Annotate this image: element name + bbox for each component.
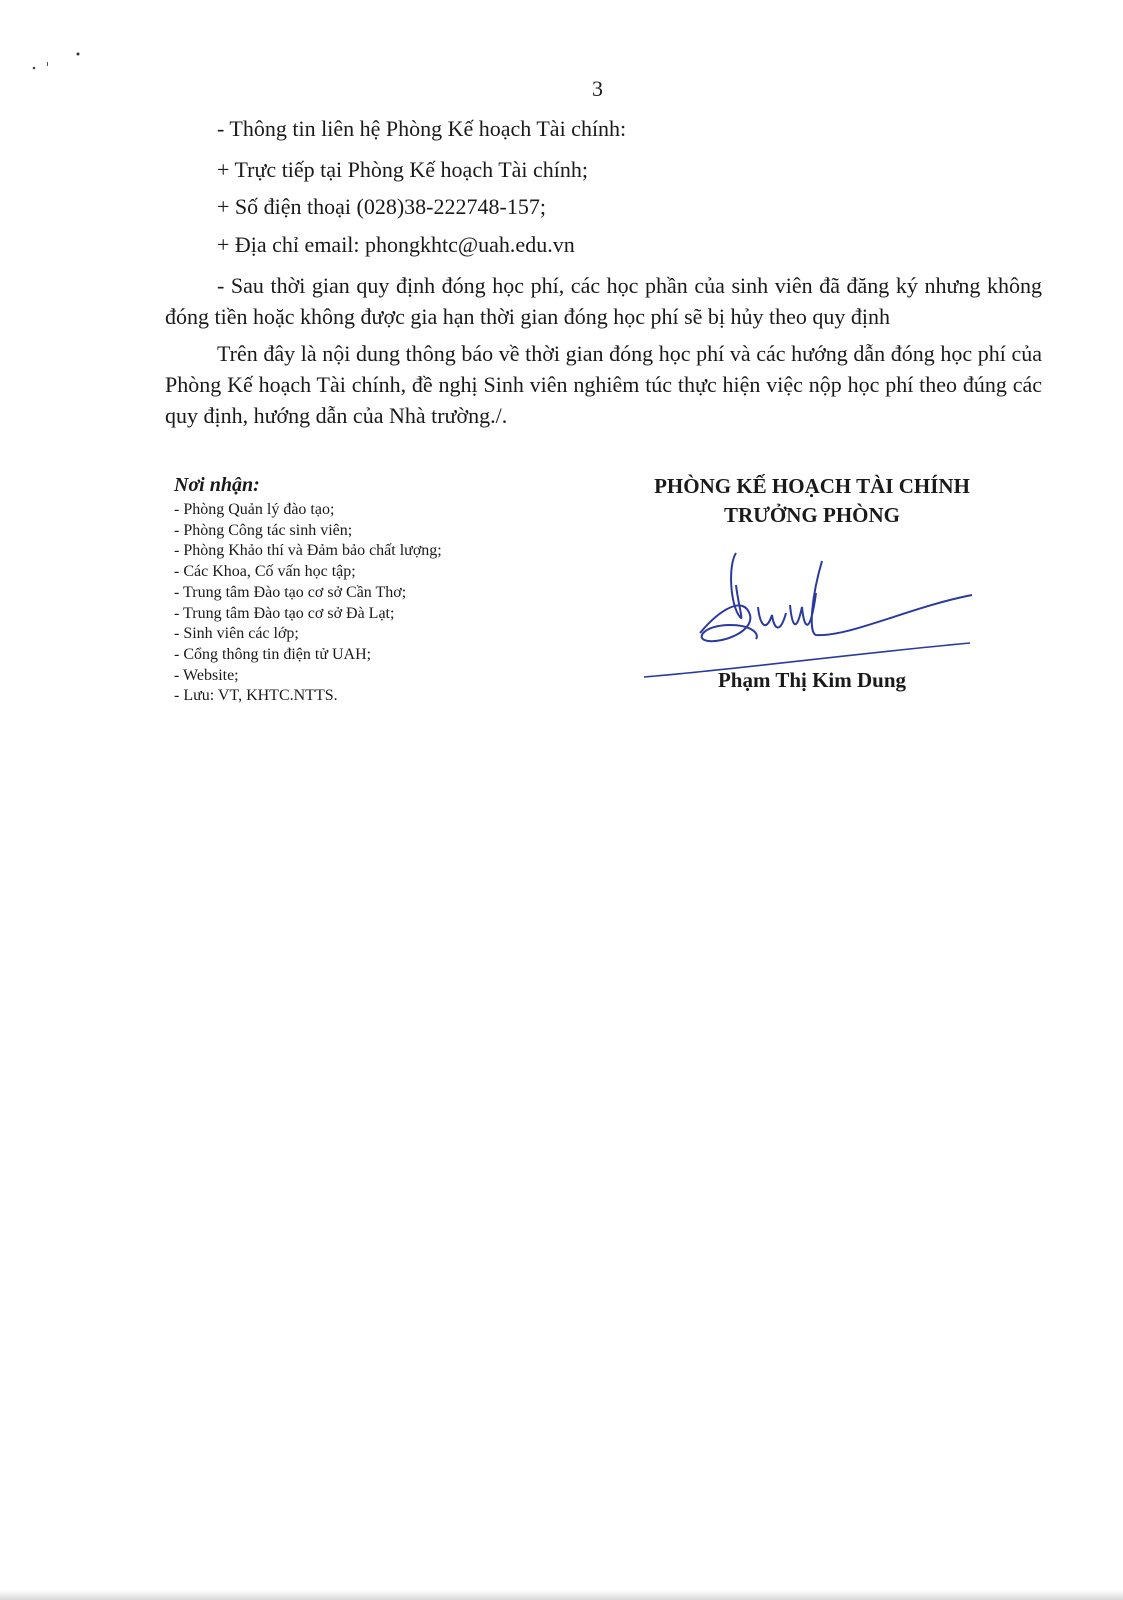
recipient-item: - Cổng thông tin điện tử UAH; <box>174 645 372 663</box>
signing-organization: PHÒNG KẾ HOẠCH TÀI CHÍNH <box>654 474 970 498</box>
contact-item-email: + Địa chỉ email: phongkhtc@uah.edu.vn <box>217 232 575 257</box>
signer-name: Phạm Thị Kim Dung <box>717 668 907 692</box>
recipient-item: - Website; <box>174 666 239 684</box>
page-number: 3 <box>592 76 603 101</box>
recipient-item: - Các Khoa, Cố vấn học tập; <box>174 563 356 581</box>
scan-speck-marks <box>30 48 90 78</box>
recipient-item: - Lưu: VT, KHTC.NTTS. <box>174 687 338 705</box>
recipient-item: - Sinh viên các lớp; <box>174 625 299 643</box>
recipients-block <box>174 472 594 707</box>
recipients-title: Nơi nhận: <box>174 474 260 496</box>
recipients-list <box>174 500 594 707</box>
recipient-item: - Phòng Công tác sinh viên; <box>174 521 353 539</box>
scan-bottom-edge <box>0 1590 1123 1600</box>
recipient-item: - Trung tâm Đào tạo cơ sở Đà Lạt; <box>174 604 395 622</box>
recipient-item: - Phòng Quản lý đào tạo; <box>174 501 335 518</box>
signature-block <box>612 472 1012 530</box>
recipient-item: - Phòng Khảo thí và Đảm bảo chất lượng; <box>174 542 442 560</box>
handwritten-signature <box>640 545 980 685</box>
paragraph-closing: Trên đây là nội dung thông báo về thời gian đóng học phí và các hướng dẫn đóng học phí của Phòng Kế hoạch Tài chính, đề nghị Sinh viên nghiêm túc thực hiện việc nộp học phí theo đúng các quy định, hướng dẫn của Nhà trường./. <box>165 341 1042 428</box>
recipient-item: - Trung tâm Đào tạo cơ sở Cần Thơ; <box>174 583 407 601</box>
contact-item-direct: + Trực tiếp tại Phòng Kế hoạch Tài chính; <box>217 157 588 182</box>
signing-position: TRƯỞNG PHÒNG <box>724 503 900 527</box>
contact-heading: - Thông tin liên hệ Phòng Kế hoạch Tài chính: <box>217 116 627 141</box>
contact-item-phone: + Số điện thoại (028)38-222748-157; <box>217 194 546 219</box>
paragraph-cancellation: - Sau thời gian quy định đóng học phí, các học phần của sinh viên đã đăng ký nhưng không đóng tiền hoặc không được gia hạn thời gian đóng học phí sẽ bị hủy theo quy định <box>165 273 1042 329</box>
